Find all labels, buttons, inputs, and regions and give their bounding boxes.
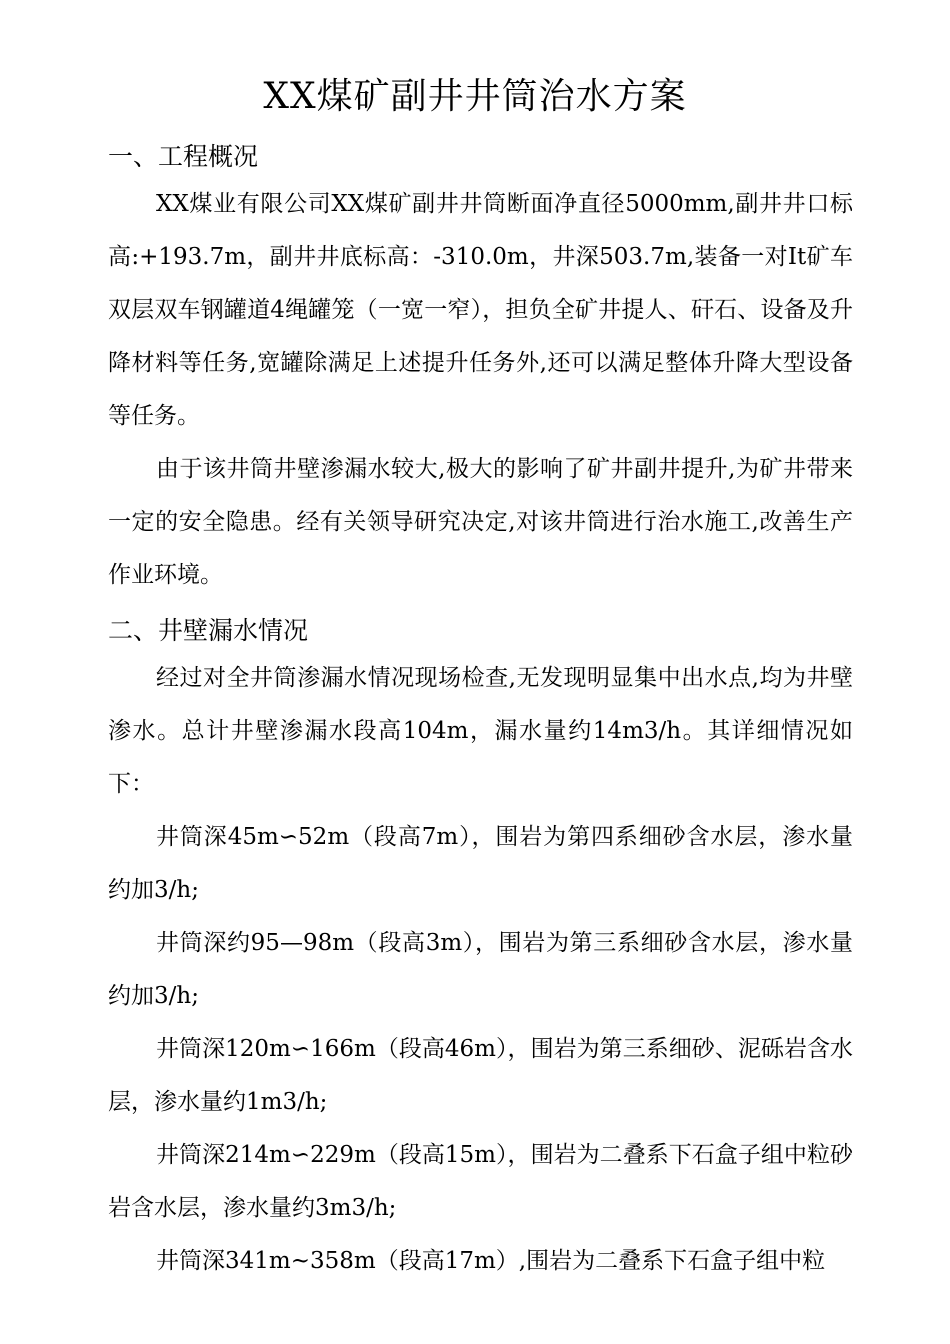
section-heading-leakage: 二、井壁漏水情况 (108, 616, 309, 645)
document-title: XX煤矿副井井筒治水方案 (263, 76, 687, 117)
paragraph-leakage-segment: 井筒深214m∽229m（段高15m），围岩为二叠系下石盒子组中粒砂岩含水层，渗水量约3m3/h; (108, 1142, 853, 1221)
paragraph-purpose: 由于该井筒井壁渗漏水较大,极大的影响了矿井副井提升,为矿井带来一定的安全隐患。经有关领导研究决定,对该井筒进行治水施工,改善生产作业环境。 (108, 456, 853, 588)
section-body-leakage (108, 652, 853, 1288)
section-body-overview (108, 178, 853, 602)
paragraph-leakage-segment: 井筒深约95—98m（段高3m），围岩为第三系细砂含水层，渗水量约加3/h; (108, 930, 853, 1009)
section-heading-overview: 一、工程概况 (108, 142, 259, 171)
paragraph-leakage-segment: 井筒深120m∽166m（段高46m），围岩为第三系细砂、泥砾岩含水层，渗水量约1m3/h; (108, 1036, 853, 1115)
paragraph-leakage-summary: 经过对全井筒渗漏水情况现场检查,无发现明显集中出水点,均为井壁渗水。总计井壁渗漏水段高104m，漏水量约14m3/h。其详细情况如下： (108, 665, 853, 797)
paragraph-project-description: XX煤业有限公司XX煤矿副井井筒断面净直径5000mm,副井井口标高:+193.7m，副井井底标高：-310.0m，井深503.7m,装备一对It矿车双层双车钢罐道4绳罐笼（一宽一窄），担负全矿井提人、矸石、设备及升降材料等任务,宽罐除满足上述提升任务外,还可以满足整体升降大型设备等任务。 (108, 191, 853, 429)
paragraph-leakage-segment: 井筒深341m~358m（段高17m）,围岩为二叠系下石盒子组中粒 (156, 1248, 826, 1274)
paragraph-leakage-segment: 井筒深45m∽52m（段高7m），围岩为第四系细砂含水层，渗水量约加3/h; (108, 824, 853, 903)
